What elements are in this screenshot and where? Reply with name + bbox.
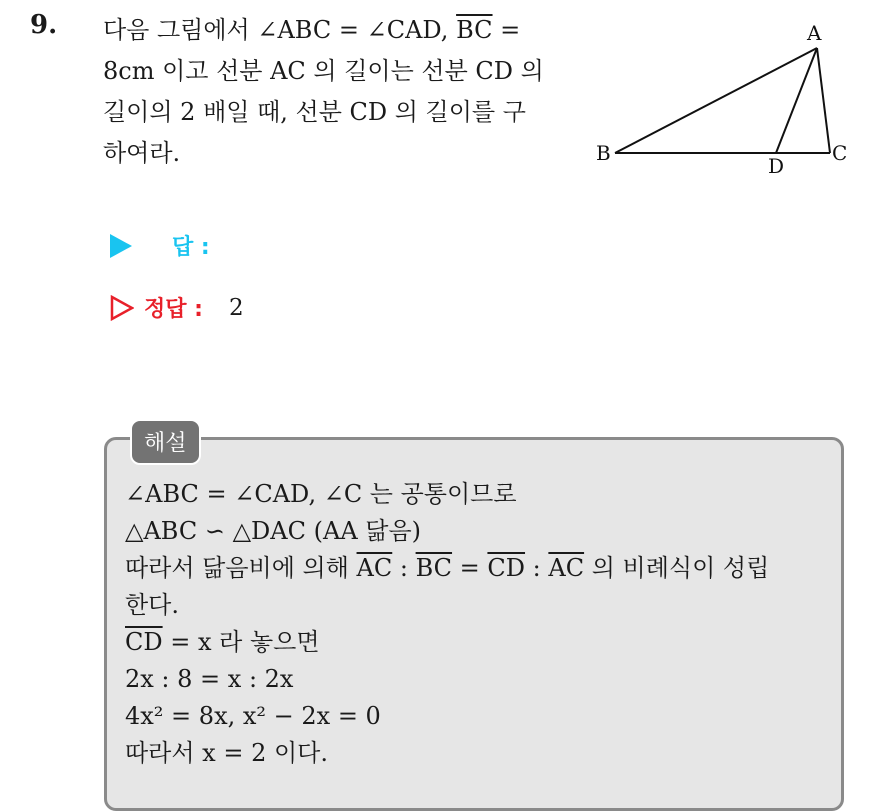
side-ba [615,48,817,153]
label-a: A [807,21,822,45]
question-line-1-text: 다음 그림에서 ∠ABC = ∠CAD, [103,16,457,44]
solution-lines [125,476,769,772]
correct-answer-label: 정답 : [144,297,203,322]
correct-answer-row [110,292,244,323]
play-triangle-icon [110,234,132,258]
solution-line-2: △ABC ∽ △DAC (AA 닮음) [125,517,422,545]
solution-line-3-a: 따라서 닮음비에 의해 [125,554,357,582]
solution-line-3-c: : [392,554,416,582]
solution-line-7: 4x² = 8x, x² − 2x = 0 [125,702,381,730]
solution-line-8: 따라서 x = 2 이다. [125,739,328,767]
segment-cd: $\overline{CD}$ [487,554,526,582]
solution-line-3-e: = [452,554,488,582]
answer-row [110,230,210,261]
solution-line-3-i: 의 비례식이 성립 [584,554,770,582]
outline-triangle-icon [110,295,134,321]
answer-label: 답 : [172,235,210,260]
question-line-2: 8cm 이고 선분 AC 의 길이는 선분 CD 의 [103,57,544,85]
solution-line-1: ∠ABC = ∠CAD, ∠C 는 공통이므로 [125,480,517,508]
solution-line-3 [125,550,769,587]
solution-line-5 [125,624,769,661]
question-line-1 [103,10,563,51]
segment-ad [776,48,817,153]
question-line-1-tail: = [492,16,521,44]
label-d: D [768,154,785,178]
solution-tag: 해설 [130,419,201,465]
solution-box [104,437,844,811]
question-text [103,10,563,174]
segment-cd: $\overline{CD}$ [125,628,163,656]
question-line-3: 길이의 2 배일 때, 선분 CD 의 길이를 구 [103,98,526,126]
label-b: B [596,141,611,165]
solution-line-4: 한다. [125,591,179,619]
segment-ac: $\overline{AC}$ [356,554,393,582]
label-c: C [832,141,848,165]
side-ac [817,48,830,153]
segment-bc: $\overline{BC}$ [415,554,453,582]
question-line-4: 하여라. [103,139,181,167]
correct-answer-value: 2 [228,294,244,321]
solution-line-6: 2x : 8 = x : 2x [125,665,294,693]
segment-bc: $\overline{BC}$ [456,16,493,44]
solution-line-5-b: = x 라 놓으면 [162,628,320,656]
question-number: 9. [30,10,58,40]
triangle-figure [590,20,860,190]
solution-line-3-g: : [525,554,549,582]
segment-ac: $\overline{AC}$ [548,554,585,582]
